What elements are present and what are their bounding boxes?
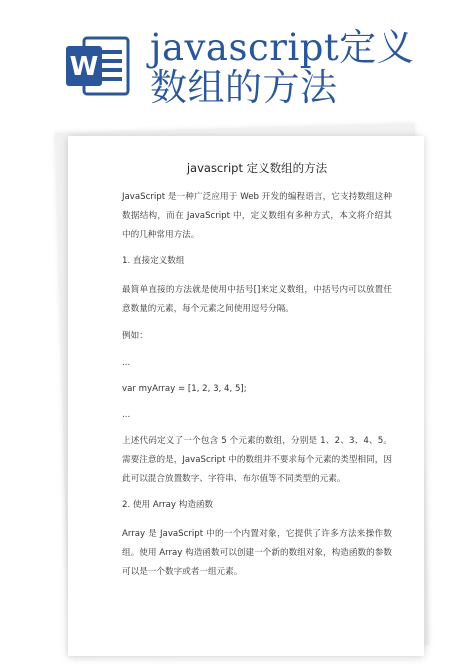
- banner: [0, 0, 474, 120]
- word-icon: [62, 30, 134, 102]
- code-line: var myArray = [1, 2, 3, 4, 5];: [122, 384, 247, 394]
- section-1-heading: 1. 直接定义数组: [122, 256, 185, 266]
- document-body: [122, 160, 392, 590]
- intro-paragraph: JavaScript 是一种广泛应用于 Web 开发的编程语言，它支持数组这种数据结构，而在 JavaScript 中，定义数组有多种方式，本文将介绍其中的几种常用方法。: [122, 192, 392, 240]
- code-open: ...: [122, 358, 131, 368]
- banner-title: javascript定义数组的方法: [150, 26, 415, 109]
- section-2-heading: 2. 使用 Array 构造函数: [122, 500, 214, 510]
- section-2-text: Array 是 JavaScript 中的一个内置对象，它提供了许多方法来操作数组。使用 Array 构造函数可以创建一个新的数组对象，构造函数的参数可以是一个数字或者一组元素。: [122, 529, 392, 577]
- section-1-text: 最简单直接的方法就是使用中括号[]来定义数组，中括号内可以放置任意数量的元素，每个元素之间使用逗号分隔。: [122, 285, 392, 314]
- document-title: javascript 定义数组的方法: [186, 161, 328, 175]
- section-1-explanation: 上述代码定义了一个包含 5 个元素的数组，分别是 1、2、3、4、5。需要注意的是，JavaScript 中的数组并不要求每个元素的类型相同，因此可以混合放置数字、字符串、布尔值等不同类型的元素。: [122, 436, 392, 484]
- example-label: 例如：: [122, 331, 148, 341]
- word-icon-letter: W: [69, 52, 99, 82]
- code-close: ...: [122, 410, 131, 420]
